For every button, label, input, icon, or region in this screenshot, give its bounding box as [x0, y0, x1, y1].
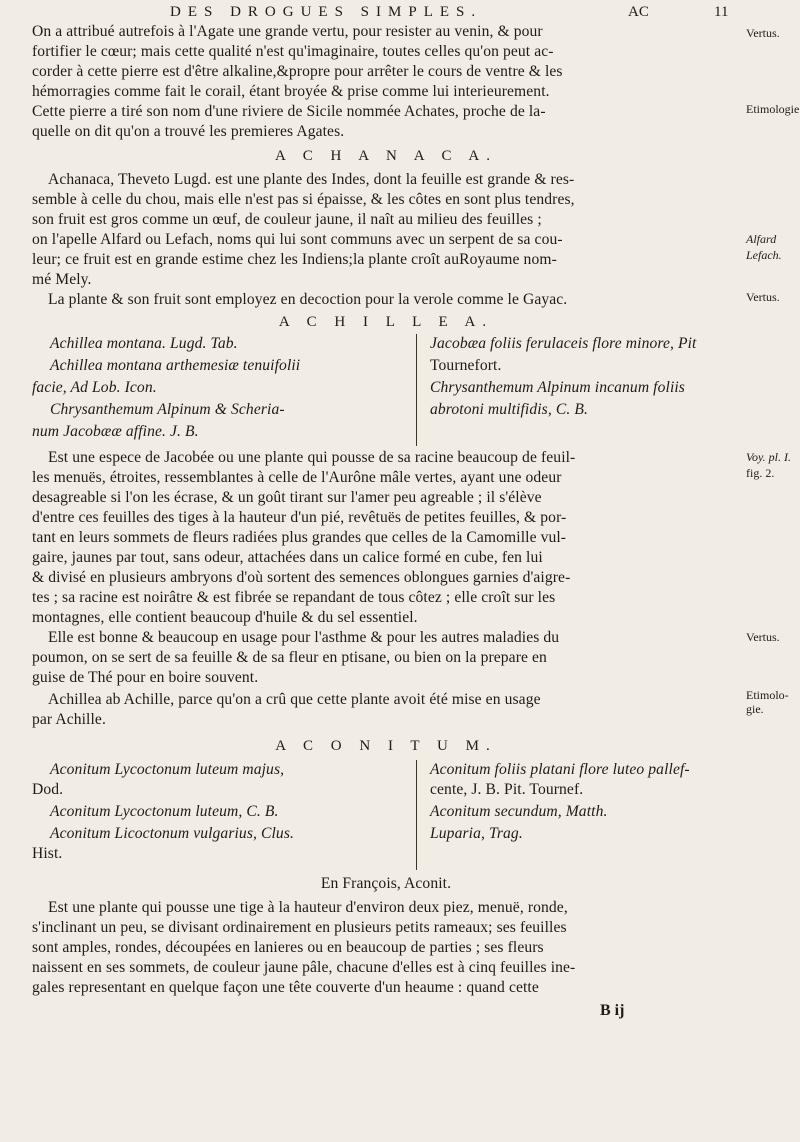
achillea-line: Achillea ab Achille, parce qu'on a crû que cette plante avoit été mise en usage	[48, 691, 541, 708]
synonym-right: Aconitum foliis platani flore luteo pallef-	[430, 761, 690, 778]
french-name: En François, Aconit.	[320, 875, 452, 892]
section-heading-aconitum: A C O N I T U M.	[275, 738, 497, 754]
synonym-left: Chrysanthemum Alpinum & Scheria-	[50, 401, 285, 418]
synonym-left: Hist.	[32, 845, 63, 862]
margin-note-etimologie: Etimologie	[746, 102, 800, 116]
synonym-right: Tournefort.	[430, 357, 502, 374]
achillea-line: desagreable si l'on les écrase, & un goût tirant sur l'amer peu agreable ; il s'élève	[32, 489, 542, 506]
aconitum-line: naissent en ses sommets, de couleur jaune pâle, chacune d'elles est à cinq feuilles ine-	[32, 959, 576, 976]
synonym-right: abrotoni multifidis, C. B.	[430, 401, 588, 418]
margin-note-lefach: Lefach.	[746, 248, 782, 262]
margin-note-plate: Voy. pl. I.	[746, 450, 791, 464]
synonym-right: Aconitum secundum, Matth.	[430, 803, 608, 820]
margin-note-vertus: Vertus.	[746, 630, 780, 644]
achanaca-line: mé Mely.	[32, 271, 92, 288]
achillea-line: Est une espece de Jacobée ou une plante qui pousse de sa racine beaucoup de feuil-	[48, 449, 576, 466]
synonym-left: Dod.	[32, 781, 64, 798]
synonym-left: num Jacobææ affine. J. B.	[32, 423, 199, 440]
aconitum-line: sont amples, rondes, découpées en lanieres ou en beaucoup de parties ; ses fleurs	[32, 939, 544, 956]
synonym-left: Achillea montana arthemesiæ tenuifolii	[50, 357, 301, 374]
margin-note-etimologie: Etimolo-	[746, 688, 789, 702]
section-heading-achillea: A C H I L L E A.	[278, 314, 494, 330]
synonym-right: Jacobæa foliis ferulaceis flore minore, Pit	[430, 335, 697, 352]
achanaca-line: leur; ce fruit est en grande estime chez les Indiens;la plante croît auRoyaume nom-	[32, 251, 557, 268]
intro-line: fortifier le cœur; mais cette qualité n'est qu'imaginaire, toutes celles qu'on peut ac-	[32, 43, 554, 60]
achillea-line: Elle est bonne & beaucoup en usage pour l'asthme & pour les autres maladies du	[48, 629, 560, 646]
synonym-right: Chrysanthemum Alpinum incanum foliis	[430, 379, 685, 396]
synonym-left: facie, Ad Lob. Icon.	[32, 379, 157, 396]
achillea-line: guise de Thé pour en boire souvent.	[32, 669, 259, 686]
achillea-line: tes ; sa racine est noirâtre & est fibrée se repandant de tous côtez ; elle croît sur les	[32, 589, 556, 606]
achanaca-line: on l'apelle Alfard ou Lefach, noms qui lui sont communs avec un serpent de sa cou-	[32, 231, 563, 248]
achillea-line: montagnes, elle contient beaucoup d'huile & du sel essentiel.	[32, 609, 418, 626]
aconitum-line: Est une plante qui pousse une tige à la hauteur d'environ deux piez, menuë, ronde,	[48, 899, 568, 916]
achillea-line: & divisé en plusieurs ambryons d'où sortent des semences oblongues garnies d'aigre-	[32, 569, 571, 586]
margin-note-figure: fig. 2.	[746, 466, 775, 480]
running-head-key: AC	[628, 4, 649, 20]
intro-line: Cette pierre a tiré son nom d'une riviere de Sicile nommée Achates, proche de la-	[32, 103, 546, 120]
achanaca-line: son fruit est gros comme un œuf, de couleur jaune, il naît au milieu des feuilles ;	[32, 211, 542, 228]
achanaca-line: semble à celle du chou, mais elle n'est pas si épaisse, & les côtes en sont plus tendres,	[32, 191, 575, 208]
achillea-line: tant en leurs sommets de fleurs radiées plus grandes que celles de la Camomille vul-	[32, 529, 567, 546]
achillea-line: les menuës, étroites, ressemblantes à celle de l'Aurône mâle vertes, ayant une odeur	[32, 469, 562, 486]
section-heading-achanaca: A C H A N A C A.	[274, 148, 498, 164]
margin-note-vertus: Vertus.	[746, 26, 780, 40]
synonym-left: Aconitum Lycoctonum luteum, C. B.	[50, 803, 279, 820]
intro-line: hémorragies comme fait le corail, étant broyée & prise comme lui interieurement.	[32, 83, 550, 100]
achillea-line: gaire, jaunes par tout, sans odeur, attachées dans un calice formé en cube, fen lui	[32, 549, 543, 566]
aconitum-line: s'inclinant un peu, se divisant ordinairement en plusieurs petits rameaux; ses feuilles	[32, 919, 567, 936]
intro-line: corder à cette pierre est d'être alkaline,&propre pour arrêter le cours de ventre & les	[32, 63, 563, 80]
aconitum-line: gales representant en quelque façon une tête couverte d'un heaume : quand cette	[32, 979, 539, 996]
margin-note-vertus: Vertus.	[746, 290, 780, 304]
signature-mark: B ij	[600, 1002, 625, 1019]
achillea-line: poumon, on se sert de sa feuille & de sa fleur en ptisane, ou bien on la prepare en	[32, 649, 547, 666]
achanaca-line: Achanaca, Theveto Lugd. est une plante des Indes, dont la feuille est grande & res-	[48, 171, 575, 188]
synonym-right: Luparia, Trag.	[430, 825, 523, 842]
synonym-left: Achillea montana. Lugd. Tab.	[50, 335, 238, 352]
synonym-divider	[416, 760, 417, 870]
intro-line: quelle on dit qu'on a trouvé les premieres Agates.	[32, 123, 345, 140]
synonym-right: cente, J. B. Pit. Tournef.	[430, 781, 584, 798]
synonym-left: Aconitum Licoctonum vulgarius, Clus.	[50, 825, 294, 842]
page-number: 11	[714, 4, 729, 20]
achanaca-line: La plante & son fruit sont employez en decoction pour la verole comme le Gayac.	[48, 291, 568, 308]
running-head: DES DROGUES SIMPLES.	[170, 4, 483, 20]
margin-note-etimologie: gie.	[746, 702, 764, 716]
intro-line: On a attribué autrefois à l'Agate une grande vertu, pour resister au venin, & pour	[32, 23, 543, 40]
synonym-left: Aconitum Lycoctonum luteum majus,	[50, 761, 285, 778]
achillea-line: par Achille.	[32, 711, 106, 728]
synonym-divider	[416, 334, 417, 446]
margin-note-alfard: Alfard	[746, 232, 777, 246]
achillea-line: d'entre ces feuilles des tiges à la hauteur d'un pié, revêtuës de petites feuilles, & por-	[32, 509, 567, 526]
